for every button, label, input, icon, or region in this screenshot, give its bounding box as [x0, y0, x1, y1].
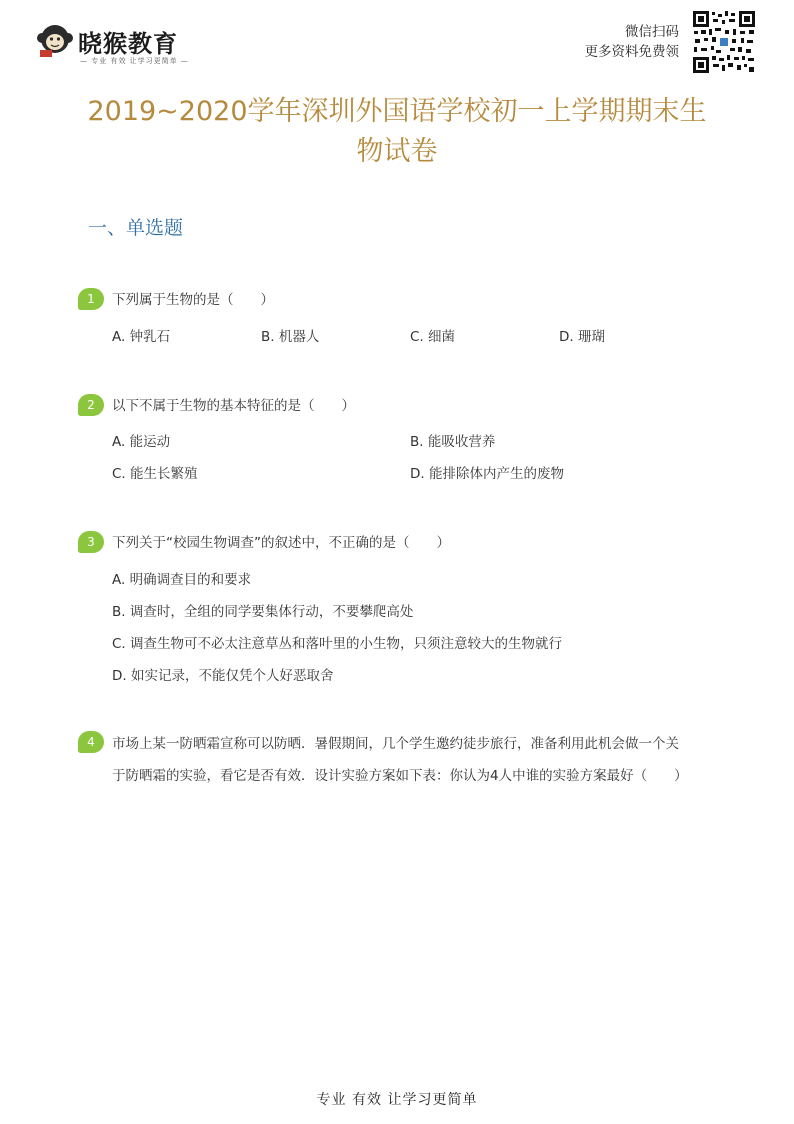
option-d[interactable]: D. 能排除体内产生的废物 [410, 466, 564, 482]
option-d[interactable]: D. 珊瑚 [559, 329, 605, 345]
option-c[interactable]: C. 细菌 [410, 329, 456, 345]
qr-caption [585, 22, 680, 62]
brand-name: 晓猴教育 [78, 30, 178, 58]
option-c[interactable]: C. 调查生物可不必太注意草丛和落叶里的小生物，只须注意较大的生物就行 [112, 636, 563, 652]
title-line1: 2019~2020学年深圳外国语学校初一上学期期末生 [87, 96, 707, 127]
brand-slogan: — 专业 有效 让学习更简单 — [80, 57, 189, 65]
question-number-badge: 2 [78, 394, 104, 416]
page-footer: 专业 有效 让学习更简单 [316, 1092, 478, 1108]
option-a[interactable]: A. 能运动 [112, 434, 171, 450]
title-line2: 物试卷 [356, 136, 438, 167]
qr-code-icon[interactable] [692, 10, 756, 74]
question-stem [112, 728, 732, 792]
option-d[interactable]: D. 如实记录，不能仅凭个人好恶取舍 [112, 668, 334, 684]
page-title [80, 92, 714, 172]
question-stem-line1: 市场上某一防晒霜宣称可以防晒．暑假期间，几个学生邀约徒步旅行，准备利用此机会做一个关 [112, 736, 679, 752]
option-a[interactable]: A. 钟乳石 [112, 329, 171, 345]
question-stem-line2: 于防晒霜的实验，看它是否有效．设计实验方案如下表：你认为4人中谁的实验方案最好（ ） [112, 768, 688, 784]
option-b[interactable]: B. 调查时，全组的同学要集体行动，不要攀爬高处 [112, 604, 414, 620]
option-b[interactable]: B. 能吸收营养 [410, 434, 496, 450]
question-stem: 下列关于“校园生物调查”的叙述中，不正确的是（ ） [112, 535, 450, 551]
option-b[interactable]: B. 机器人 [261, 329, 320, 345]
brand-logo [36, 18, 196, 68]
option-c[interactable]: C. 能生长繁殖 [112, 466, 198, 482]
option-a[interactable]: A. 明确调查目的和要求 [112, 572, 252, 588]
qr-caption-line2: 更多资料免费领 [584, 44, 679, 60]
question-stem: 以下不属于生物的基本特征的是（ ） [112, 398, 355, 414]
question-number-badge: 3 [78, 531, 104, 553]
monkey-logo-icon [36, 22, 74, 58]
question-stem: 下列属于生物的是（ ） [112, 292, 274, 308]
question-number-badge: 1 [78, 288, 104, 310]
qr-caption-line1: 微信扫码 [625, 24, 679, 40]
section-heading: 一、单选题 [88, 217, 184, 239]
question-number-badge: 4 [78, 731, 104, 753]
